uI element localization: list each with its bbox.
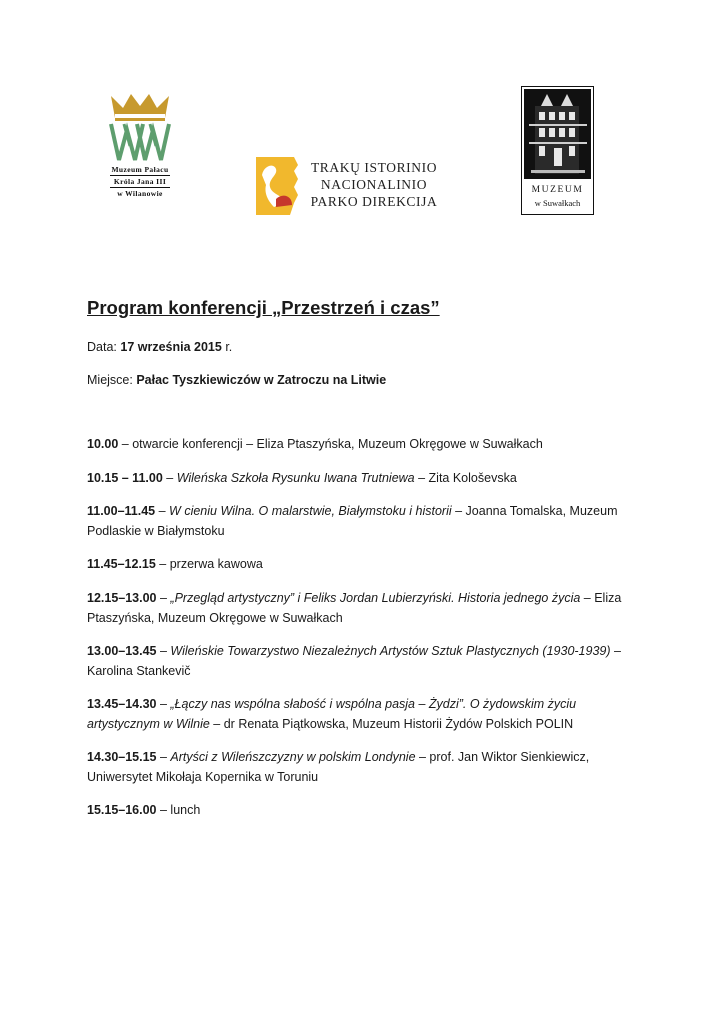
wilanow-logo-line1: Muzeum Pałacu (111, 165, 169, 174)
program-details: otwarcie konferencji – Eliza Ptaszyńska, Muzeum Okręgowe w Suwałkach (132, 437, 543, 451)
program-talk-title: Wileńska Szkoła Rysunku Iwana Trutniewa (176, 471, 415, 485)
program-talk-title: W cieniu Wilna. O malarstwie, Białymstoku i historii (169, 504, 452, 518)
program-item (87, 434, 632, 454)
program-talk-title: „Przegląd artystyczny” i Feliks Jordan Lubierzyński. Historia jednego życia (170, 591, 581, 605)
program-time: 11.00–11.45 (87, 504, 156, 518)
program-details: – prof. Jan Wiktor Sienkiewicz, Uniwersytet Mikołaja Kopernika w Toruniu (87, 750, 590, 784)
program-time: 13.45–14.30 (87, 697, 157, 711)
program-time: 15.15–16.00 (87, 803, 157, 817)
crown-ww-emblem-icon (105, 92, 175, 164)
program-time: 14.30–15.15 (87, 750, 157, 764)
program-item (87, 588, 632, 628)
program-dash: – (156, 697, 171, 711)
program-dash: – (156, 644, 171, 658)
date-label: Data: (87, 340, 117, 354)
program-details: – dr Renata Piątkowska, Muzeum Historii Żydów Polskich POLIN (209, 717, 574, 731)
program-details: – Joanna Tomalska, Muzeum Podlaskie w Białymstoku (87, 504, 618, 538)
program-details: – Karolina Stankevič (87, 644, 621, 678)
program-item (87, 800, 632, 820)
trakai-logo-text (304, 159, 444, 210)
program-item (87, 747, 632, 787)
wilanow-museum-logo (100, 92, 180, 212)
place-value: Pałac Tyszkiewiczów w Zatroczu na Litwie (136, 373, 387, 387)
suwalki-logo-subtitle: w Suwałkach (534, 198, 581, 208)
program-talk-title: Wileńskie Towarzystwo Niezależnych Artystów Sztuk Plastycznych (1930-1939) (170, 644, 611, 658)
program-talk-title: Artyści z Wileńszczyzny w polskim Londynie (170, 750, 416, 764)
program-item (87, 501, 632, 541)
program-dash: – (155, 557, 170, 571)
program-dash: – (156, 591, 171, 605)
program-dash: – (155, 504, 170, 518)
conference-date (87, 340, 232, 354)
conference-place (87, 373, 386, 387)
program-dash: – (156, 803, 171, 817)
trakai-logo-line1: TRAKŲ ISTORINIO (310, 160, 438, 175)
program-time: 13.00–13.45 (87, 644, 157, 658)
program-item (87, 468, 632, 488)
trakai-emblem-icon (254, 155, 300, 217)
trakai-logo-line2: NACIONALINIO (320, 177, 428, 192)
program-talk-title: „Łączy nas wspólna słabość i wspólna pasja – Żydzi”. O żydowskim życiu artystycznym w Wilnie (87, 697, 577, 731)
program-details: – Eliza Ptaszyńska, Muzeum Okręgowe w Suwałkach (87, 591, 622, 625)
program-item (87, 641, 632, 681)
program-details: lunch (170, 803, 201, 817)
program-dash: – (118, 437, 133, 451)
wilanow-logo-line2: Króla Jana III (113, 177, 167, 186)
program-details: – Zita Kološevska (414, 471, 517, 485)
date-value: 17 września 2015 (120, 340, 222, 354)
program-time: 12.15–13.00 (87, 591, 157, 605)
program-time: 10.00 (87, 437, 119, 451)
program-time: 10.15 – 11.00 (87, 471, 163, 485)
wilanow-logo-line3: w Wilanowie (117, 189, 163, 198)
museum-building-icon (521, 86, 594, 182)
program-dash: – (162, 471, 177, 485)
program-item (87, 554, 632, 574)
program-time: 11.45–12.15 (87, 557, 156, 571)
program-details: przerwa kawowa (169, 557, 263, 571)
place-label: Miejsce: (87, 373, 133, 387)
date-suffix: r. (225, 340, 233, 354)
suwalki-logo-title: MUZEUM (531, 185, 584, 195)
page-title: Program konferencji „Przestrzeń i czas” (87, 297, 440, 318)
program-dash: – (156, 750, 171, 764)
suwalki-museum-logo (521, 86, 594, 216)
trakai-logo-line3: PARKO DIREKCIJA (310, 194, 438, 209)
program-item (87, 694, 632, 734)
trakai-park-logo (254, 155, 454, 217)
